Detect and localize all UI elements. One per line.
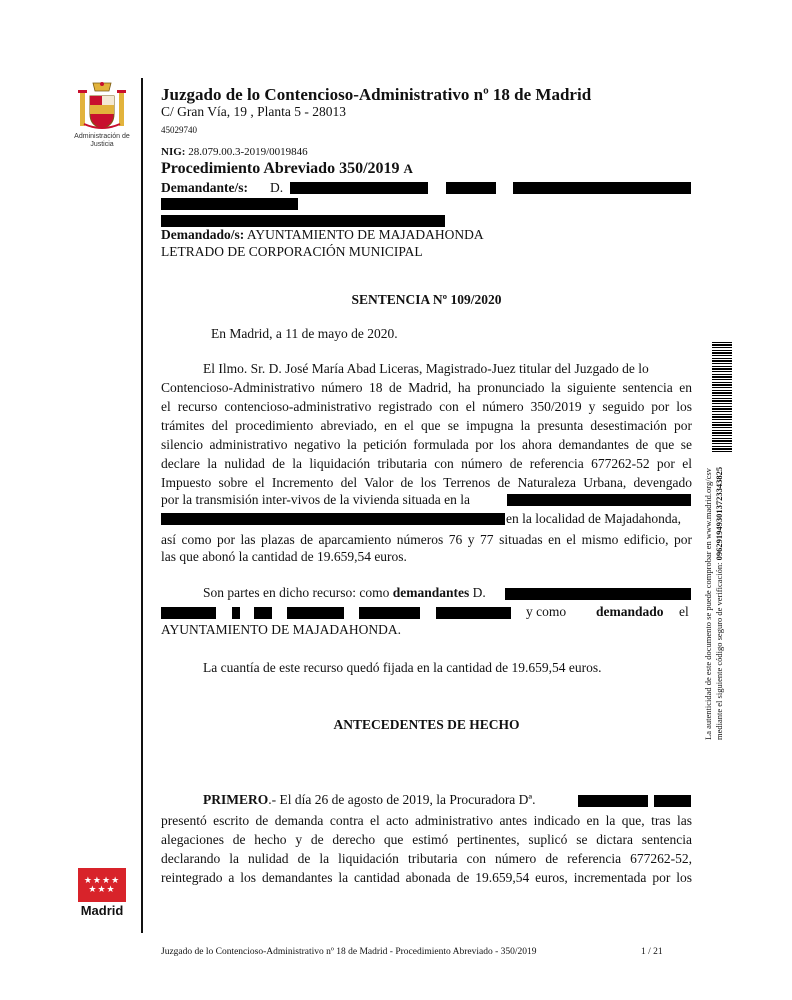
madrid-flag-icon: ★★★★ ★★★ [78, 868, 126, 902]
redaction-block [254, 607, 272, 619]
court-address: C/ Gran Vía, 19 , Planta 5 - 28013 [161, 104, 346, 119]
redaction-block [161, 513, 505, 525]
nig-label: NIG: [161, 146, 186, 158]
emblem-caption: Administración de Justicia [74, 133, 130, 148]
madrid-logo-label: Madrid [80, 903, 124, 918]
intro-line: así como por las plazas de aparcamiento números 76 y 77 situadas en el mismo edificio, por [161, 532, 692, 547]
primero-line [203, 792, 536, 808]
amount-line: La cuantía de este recurso quedó fijada en la cantidad de 19.659,54 euros. [203, 660, 602, 675]
parties-el: el [679, 604, 689, 619]
redaction-block [359, 607, 420, 619]
plaintiff-line [161, 180, 283, 196]
intro-line: en la localidad de Majadahonda, [506, 511, 682, 526]
redaction-block [161, 607, 216, 619]
date-line: En Madrid, a 11 de mayo de 2020. [211, 326, 398, 341]
parties-and: y como [526, 604, 567, 619]
redaction-block [507, 494, 691, 506]
primero-line: presentó escrito de demanda contra el acto administrativo antes indicado en la que, tras las [161, 813, 692, 828]
intro-line: Impuesto sobre el Incremento del Valor de los Terrenos de Naturaleza Urbana, devengado [161, 475, 692, 490]
intro-line: El Ilmo. Sr. D. José María Abad Liceras, Magistrado-Juez titular del Juzgado de lo [203, 361, 649, 376]
defendant-lawyer: LETRADO DE CORPORACIÓN MUNICIPAL [161, 244, 423, 259]
redaction-block [505, 588, 691, 600]
intro-line: silencio administrativo negativo la petición formulada por los ahora demandantes de que se [161, 437, 692, 452]
intro-line: declare la nulidad de la liquidación tributaria con número de referencia 677262-52 por el [161, 456, 692, 471]
verification-prefix: mediante el siguiente código seguro de verificación: [714, 560, 724, 740]
primero-label: PRIMERO [203, 792, 269, 807]
verification-line-2 [714, 300, 725, 740]
court-code: 45029740 [161, 125, 197, 135]
nig-line [161, 146, 308, 158]
redaction-block [436, 607, 511, 619]
parties-text: D. [469, 585, 486, 600]
procedure-suffix: A [403, 161, 413, 176]
parties-line [203, 585, 486, 601]
procedure-title: Procedimiento Abreviado 350/2019 [161, 160, 400, 177]
redaction-block [161, 198, 298, 210]
redaction-block [290, 182, 428, 194]
redaction-block [232, 607, 240, 619]
parties-demandantes: demandantes [392, 585, 470, 600]
redaction-block [161, 215, 445, 227]
redaction-block [513, 182, 691, 194]
verification-code: 0962919493013723343825 [714, 466, 724, 561]
nig-value: 28.079.00.3-2019/0019846 [188, 146, 308, 158]
parties-text: Son partes en dicho recurso: como [203, 585, 393, 600]
coat-of-arms-icon [76, 82, 128, 134]
footer-text: Juzgado de lo Contencioso-Administrativo nº 18 de Madrid - Procedimiento Abreviado - 350/2019 [161, 947, 537, 957]
sentence-title: SENTENCIA Nº 109/2020 [351, 292, 502, 307]
intro-line: por la transmisión inter-vivos de la vivienda situada en la [161, 492, 471, 507]
defendant-value: AYUNTAMIENTO DE MAJADAHONDA [246, 227, 484, 242]
primero-line: reintegrado a los demandantes la cantidad abonada de 19.659,54 euros, incrementada por los [161, 870, 692, 885]
plaintiff-prefix: D. [270, 180, 284, 195]
redaction-block [446, 182, 496, 194]
primero-line: alegaciones de hecho y de derecho que estimó pertinentes, suplicó se dictara sentencia [161, 832, 692, 847]
procedure-line [161, 160, 413, 178]
redaction-block [287, 607, 344, 619]
primero-line: declarando la nulidad de la liquidación tributaria con número de referencia 677262-52, [161, 851, 692, 866]
parties-demandado: demandado [596, 604, 664, 619]
section-title: ANTECEDENTES DE HECHO [333, 717, 520, 732]
court-title: Juzgado de lo Contencioso-Administrativo nº 18 de Madrid [161, 85, 592, 104]
intro-line: el recurso contencioso-administrativo registrado con el número 350/2019 y seguido por los [161, 399, 692, 414]
intro-line: las que abonó la cantidad de 19.659,54 euros. [161, 549, 407, 564]
page-number: 1 / 21 [641, 947, 663, 957]
plaintiff-label: Demandante/s: [161, 180, 248, 195]
redaction-block [654, 795, 691, 807]
intro-line: trámites del procedimiento abreviado, en el que se impugna la presunta desestimación por [161, 418, 692, 433]
margin-rule [141, 78, 143, 933]
defendant-line [161, 227, 484, 243]
verification-note [703, 300, 739, 740]
redaction-block [578, 795, 648, 807]
intro-line: Contencioso-Administrativo número 18 de Madrid, ha pronunciado la siguiente sentencia en [161, 380, 692, 395]
parties-end: AYUNTAMIENTO DE MAJADAHONDA. [161, 622, 402, 637]
defendant-label: Demandado/s: [161, 227, 245, 242]
primero-text: .- El día 26 de agosto de 2019, la Procuradora Dª. [268, 792, 536, 807]
verification-line-1: La autenticidad de este documento se puede comprobar en www.madrid.org/csv [703, 468, 713, 740]
